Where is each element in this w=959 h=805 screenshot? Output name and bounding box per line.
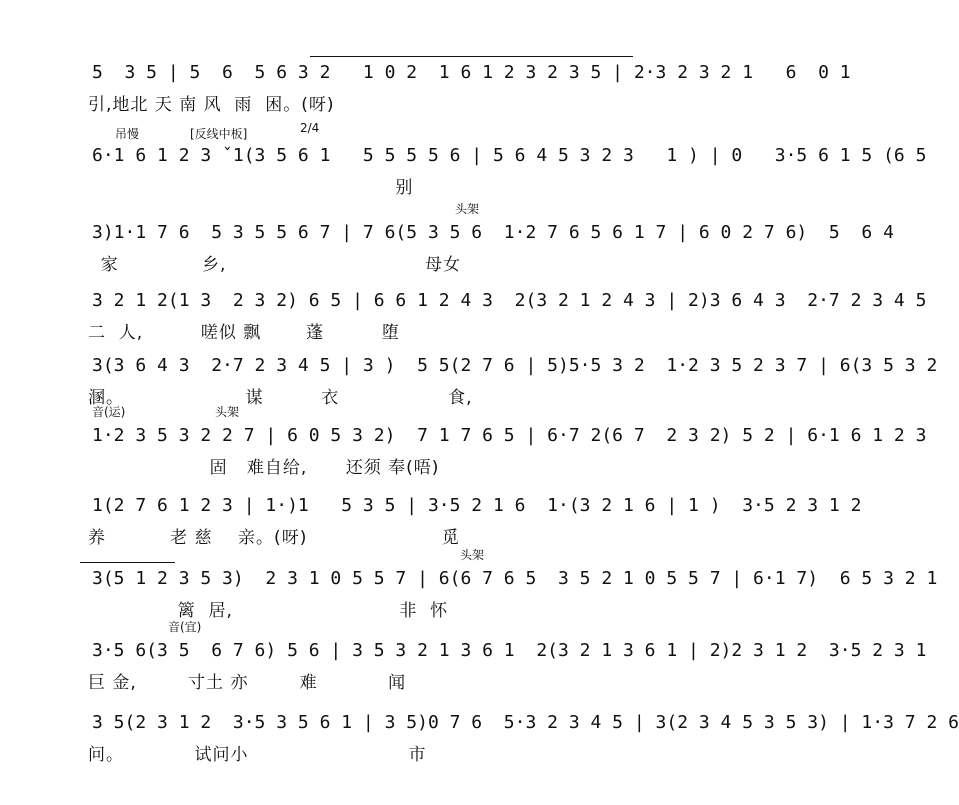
notation-line: 1·2 3 5 3 2 2 7 | 6 0 5 3 2) 7 1 7 6 5 | 6·7 2(6 7 2 3 2) 5 2 | 6·1 6 1 2 3	[92, 425, 927, 446]
lyrics-line: 二 人, 嗟似 飘 蓬 堕	[88, 323, 400, 343]
lyrics-line: 家 乡, 母女	[88, 255, 461, 275]
lyrics-line: 固 难自给, 还须 奉(唔)	[88, 458, 440, 478]
notation-line: 3(5 1 2 3 5 3) 2 3 1 0 5 5 7 | 6(6 7 6 5 3 5 2 1 0 5 5 7 | 6·1 7) 6 5 3 2 1	[92, 568, 938, 589]
notation-line: 3)1·1 7 6 5 3 5 5 6 7 | 7 6(5 3 5 6 1·2 7 6 5 6 1 7 | 6 0 2 7 6) 5 6 4	[92, 222, 894, 243]
time-signature: 2/4	[300, 121, 320, 135]
lyrics-line: 引,地北 天 南 风 雨 困。(呀)	[88, 95, 335, 115]
notation-line: 3(3 6 4 3 2·7 2 3 4 5 | 3 ) 5 5(2 7 6 | 5)5·5 3 2 1·2 3 5 2 3 7 | 6(3 5 3 2	[92, 355, 938, 376]
notation-line: 3·5 6(3 5 6 7 6) 5 6 | 3 5 3 2 1 3 6 1 2(3 2 1 3 6 1 | 2)2 3 1 2 3·5 2 3 1	[92, 640, 927, 661]
lyrics-line: 别	[88, 178, 414, 198]
notation-line: 6·1 6 1 2 3 ˇ1(3 5 6 1 5 5 5 5 6 | 5 6 4 5 3 2 3 1 ) | 0 3·5 6 1 5 (6 5	[92, 145, 927, 166]
score-system-7	[0, 495, 862, 575]
annotation: 头架	[460, 548, 485, 562]
notation-line: 5 3 5 | 5 6 5 6 3 2 1 0 2 1 6 1 2 3 2 3 5 | 2·3 2 3 2 1 6 0 1	[92, 62, 851, 83]
annotation: 头架	[455, 202, 480, 216]
notation-line: 3 2 1 2(1 3 2 3 2) 6 5 | 6 6 1 2 4 3 2(3 2 1 2 4 3 | 2)3 6 4 3 2·7 2 3 4 5	[92, 290, 927, 311]
lyrics-line: 问。 试问小 市	[88, 745, 427, 765]
lyrics-line: 巨 金, 寸土 亦 难 闻	[88, 673, 407, 693]
score-system-2	[0, 121, 927, 225]
score-system-9	[0, 620, 927, 720]
lyrics-line: 养 老 慈 亲。(呀) 觅	[88, 528, 460, 548]
lyrics-line: 篱 居, 非 怀	[88, 601, 449, 621]
notation-line: 3 5(2 3 1 2 3·5 3 5 6 1 | 3 5)0 7 6 5·3 2 3 4 5 | 3(2 3 4 5 3 5 3) | 1·3 7 2 6	[92, 712, 959, 733]
score-system-10	[0, 712, 959, 792]
annotation: 头架	[215, 405, 240, 419]
annotation: 音(宜)	[168, 620, 202, 634]
annotation: [反线中板]	[190, 127, 248, 141]
annotation: 音(运)	[92, 405, 126, 419]
score-system-5	[0, 355, 938, 435]
tie-line	[80, 562, 175, 563]
score-system-6	[0, 405, 927, 505]
notation-line: 1(2 7 6 1 2 3 | 1·)1 5 3 5 | 3·5 2 1 6 1·(3 2 1 6 | 1 ) 3·5 2 3 1 2	[92, 495, 862, 516]
annotation: 吊慢	[115, 127, 140, 141]
lyrics-line: 溷。 谋 衣 食,	[88, 388, 473, 408]
tie-line	[310, 56, 633, 57]
score-system-8	[0, 548, 938, 648]
